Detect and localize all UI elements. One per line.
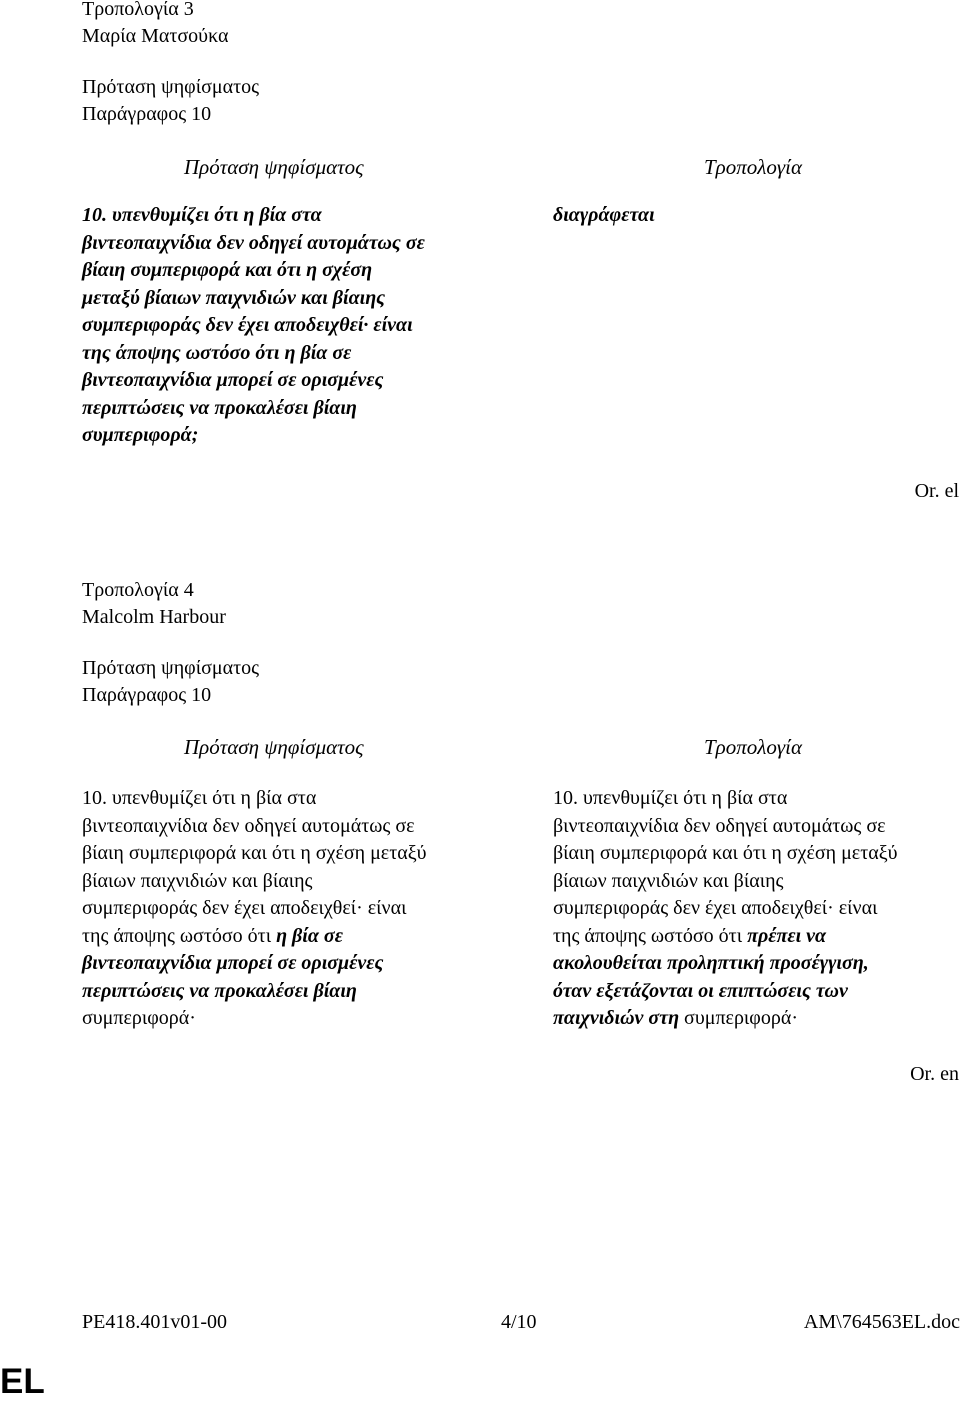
amendment-4-author: Malcolm Harbour <box>82 606 226 628</box>
amendment-4-right-column-header: Τροπολογία <box>704 735 803 759</box>
text-line: συμπεριφοράς δεν έχει αποδειχθεί· είναι <box>82 897 407 919</box>
text-line: βιντεοπαιχνίδια δεν οδηγεί αυτομάτως σε <box>553 814 886 837</box>
text-line: βίαιων παιχνιδιών και βίαιης <box>553 869 784 892</box>
text-line: συμπεριφορά; <box>82 424 199 446</box>
deleted-text-segment: η βία σε <box>276 924 343 947</box>
new-text-line: όταν εξετάζονται οι επιπτώσεις των <box>553 979 848 1002</box>
text-segment: της άποψης ωστόσο ότι <box>553 924 748 947</box>
text-line: βίαιων παιχνιδιών και βίαιης <box>82 869 313 892</box>
text-line: βίαιη συμπεριφορά και ότι η σχέση <box>82 259 373 281</box>
text-line: περιπτώσεις να προκαλέσει βίαιη <box>82 396 357 419</box>
text-line: 10. υπενθυμίζει ότι η βία στα <box>553 787 788 809</box>
amendment-4-left-column-header: Πρόταση ψηφίσματος <box>184 735 364 759</box>
text-line: βιντεοπαιχνίδια μπορεί σε ορισμένες <box>82 369 384 391</box>
text-line: συμπεριφοράς δεν έχει αποδειχθεί· είναι <box>553 897 878 919</box>
amendment-3-paragraph: Παράγραφος 10 <box>82 103 212 125</box>
text-line: βίαιη συμπεριφορά και ότι η σχέση μεταξύ <box>82 842 427 864</box>
deleted-text-line: περιπτώσεις να προκαλέσει βίαιη <box>82 979 357 1002</box>
amendment-3-original-language: Or. el <box>914 480 959 502</box>
amendment-3-left-text <box>82 202 425 450</box>
amendment-3-right-column-header: Τροπολογία <box>704 155 803 179</box>
amendment-4-heading: Τροπολογία 4 <box>82 579 194 601</box>
text-line: βιντεοπαιχνίδια δεν οδηγεί αυτομάτως σε <box>82 231 425 254</box>
amendment-4-left-text <box>82 785 427 1033</box>
text-line: μεταξύ βίαιων παιχνιδιών και βίαιης <box>82 286 386 309</box>
text-line: βιντεοπαιχνίδια δεν οδηγεί αυτομάτως σε <box>82 814 415 837</box>
new-text-line: ακολουθείται προληπτική προσέγγιση, <box>553 952 869 974</box>
text-segment: συμπεριφορά· <box>679 1007 798 1029</box>
amendment-4-document: Πρόταση ψηφίσματος <box>82 657 260 679</box>
footer-language-code: EL <box>0 1362 45 1401</box>
new-text-segment: παιχνιδιών στη <box>553 1007 680 1029</box>
deleted-text-line: βιντεοπαιχνίδια μπορεί σε ορισμένες <box>82 952 384 974</box>
footer-page-number: 4/10 <box>501 1311 537 1333</box>
text-line: συμπεριφοράς δεν έχει αποδειχθεί· είναι <box>82 314 413 336</box>
amendment-3-left-column-header: Πρόταση ψηφίσματος <box>184 155 364 179</box>
text-line: 10. υπενθυμίζει ότι η βία στα <box>82 787 317 809</box>
text-line: της άποψης ωστόσο ότι η βία σε <box>82 341 352 364</box>
new-text-segment: πρέπει να <box>747 924 827 947</box>
text-line <box>553 923 898 951</box>
footer-document-reference: PE418.401v01-00 <box>82 1311 227 1333</box>
text-line: βίαιη συμπεριφορά και ότι η σχέση μεταξύ <box>553 842 898 864</box>
text-line: 10. υπενθυμίζει ότι η βία στα <box>82 204 322 226</box>
amendment-3-document: Πρόταση ψηφίσματος <box>82 76 260 98</box>
amendment-3-deleted-marker: διαγράφεται <box>553 204 655 226</box>
amendment-4-paragraph: Παράγραφος 10 <box>82 684 212 706</box>
amendment-4-original-language: Or. en <box>910 1063 959 1085</box>
text-line <box>82 923 427 951</box>
amendment-3-author: Μαρία Ματσούκα <box>82 25 229 47</box>
text-line: συμπεριφορά· <box>82 1007 196 1029</box>
text-segment: της άποψης ωστόσο ότι <box>82 924 277 947</box>
amendment-3-heading: Τροπολογία 3 <box>82 0 194 20</box>
amendment-4-right-text <box>553 785 898 1033</box>
footer-file-name: AM\764563EL.doc <box>803 1311 960 1333</box>
text-line <box>553 1005 898 1033</box>
